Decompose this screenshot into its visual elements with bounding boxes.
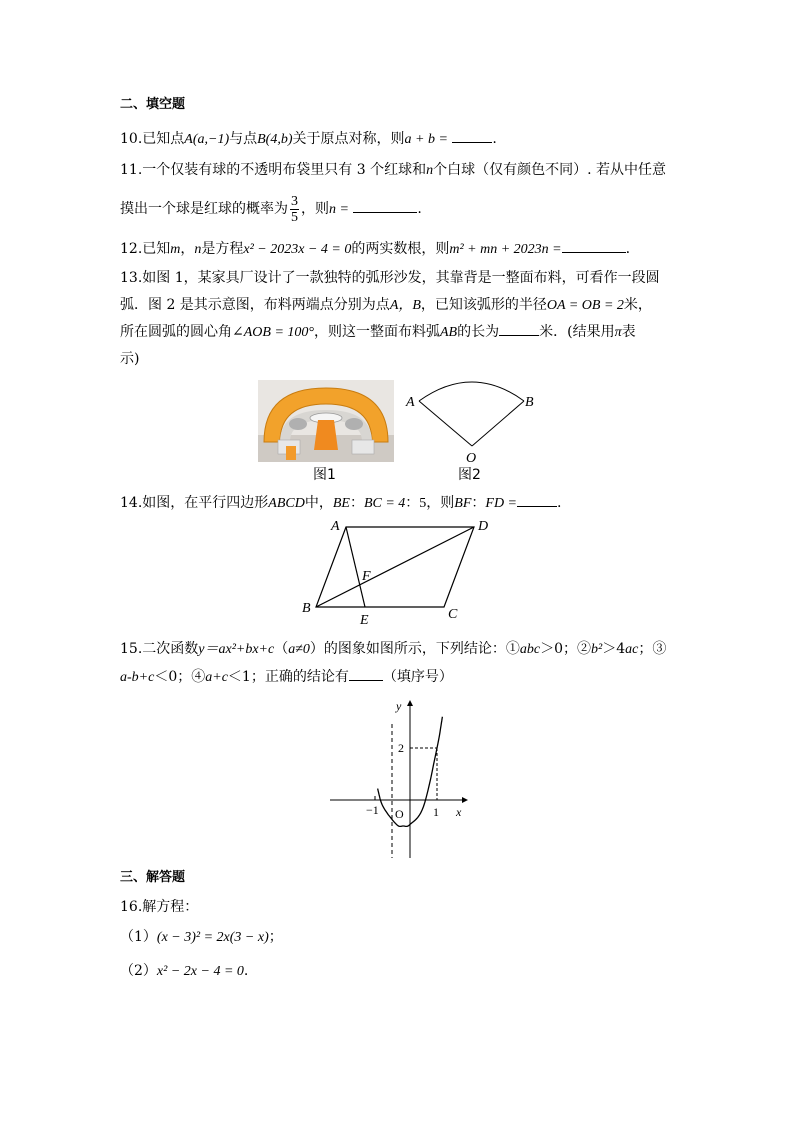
q15-text-2: （ [274, 641, 289, 657]
x-axis-arrow [462, 797, 468, 803]
var-m: m [170, 242, 181, 257]
radius-oa [419, 401, 472, 446]
question-number: 14. [120, 495, 143, 511]
q14-end: . [557, 495, 562, 511]
parallelogram-name: ABCD [268, 496, 305, 511]
label-c: C [448, 607, 458, 622]
equation-1: (x − 3)² = 2x(3 − x) [156, 930, 269, 945]
q12-text-2: 是方程 [201, 241, 244, 257]
colon: ： [349, 495, 364, 511]
q13-radius: OA = OB = 2 [546, 298, 624, 313]
q14-text-3: ，则 [426, 495, 455, 511]
var-n: n [194, 242, 202, 257]
x-tick-1: 1 [433, 805, 439, 819]
answer-blank[interactable] [349, 668, 383, 681]
answer-blank[interactable] [499, 323, 539, 336]
figure-2-caption: 图2 [458, 467, 481, 483]
question-11 [120, 161, 666, 180]
q14-text-2: 中， [304, 495, 333, 511]
question-12 [120, 240, 630, 259]
sector-diagram-figure-2 [404, 378, 544, 468]
q10-text-3: 关于原点对称，则 [292, 131, 405, 147]
q13-line-3a: 所在圆弧的圆心角 [120, 324, 232, 340]
segment-bc: BC = 4 [363, 496, 406, 511]
conclusion-4-expr: a+c [205, 670, 228, 685]
condition: a≠0 [288, 642, 310, 657]
label-b: B [525, 395, 534, 410]
label-a: A [406, 395, 415, 410]
q10-end: . [492, 131, 497, 147]
q13-line-4: 示) [120, 351, 140, 367]
q12-end: . [625, 241, 631, 257]
question-14 [120, 494, 561, 513]
q12-equation: x² − 2023x − 4 = 0 [243, 242, 352, 257]
part-label: （1） [120, 929, 157, 945]
radius-ob [472, 401, 524, 446]
colon: ： [405, 495, 420, 511]
diagonal-bd [316, 527, 474, 607]
point-b: B [257, 132, 266, 147]
question-number: 11. [120, 162, 143, 178]
q12-text-3: 的两实数根，则 [351, 241, 450, 257]
conclusion-2-expr-b: ac [625, 642, 639, 657]
part-end: ； [268, 929, 283, 945]
x-tick-neg1: −1 [366, 803, 379, 817]
q12-expression: m² + mn + 2023n = [449, 242, 562, 257]
question-16-part-1 [120, 928, 283, 947]
q16-title: 解方程： [142, 899, 199, 915]
point-a-coords: (a,−1) [192, 132, 230, 147]
q15-text-4: ＞0；② [540, 641, 592, 657]
q11-text-2: 个白球（仅有颜色不同）. 若从中任意 [433, 162, 666, 178]
fraction-denominator: 5 [291, 209, 298, 225]
conclusion-3-expr: a-b+c [120, 670, 155, 685]
q14-text: 如图，在平行四边形 [142, 495, 269, 511]
section-heading-solutions [120, 869, 185, 887]
question-16-part-2 [120, 962, 248, 981]
quadratic-function: y＝ax²+bx+c [198, 642, 275, 657]
y-axis-arrow [407, 700, 413, 706]
fraction-numerator: 3 [291, 193, 298, 209]
section-title: 三、解答题 [120, 870, 186, 885]
y-axis-label: y [396, 699, 402, 713]
q10-text: 已知点 [142, 131, 185, 147]
part-label: （2） [120, 963, 157, 979]
y-tick-2: 2 [398, 741, 404, 755]
q15-text-5: ＞4 [602, 641, 626, 657]
var-n: n [426, 163, 434, 178]
parallelogram-figure [296, 516, 502, 628]
label-f: F [362, 569, 371, 584]
question-number: 12. [120, 241, 143, 257]
label-d: D [478, 519, 489, 534]
arc-ab [419, 382, 524, 401]
point-a: A [184, 132, 193, 147]
q11-text: 一个仅装有球的不透明布袋里只有 3 个红球和 [142, 162, 427, 178]
question-number: 10. [120, 131, 143, 147]
q13-line-2a: 弧．图 2 是其示意图，布料两端点分别为点 [120, 297, 390, 313]
q13-points-ab: A，B [389, 298, 421, 313]
answer-blank[interactable] [517, 494, 557, 507]
question-15 [120, 640, 666, 659]
figure-1-caption: 图1 [313, 467, 336, 483]
equation-2: x² − 2x − 4 = 0 [156, 964, 244, 979]
ratio-five: 5 [419, 496, 427, 511]
answer-blank[interactable] [353, 200, 417, 213]
question-10 [120, 130, 497, 149]
q12-text: 已知 [142, 241, 171, 257]
q15-text-7: ＜0；④ [154, 669, 206, 685]
q13-line-3g: 表 [621, 324, 636, 340]
q13-line-2e: 米， [623, 297, 652, 313]
q13-line-3f: 米．(结果用 [539, 324, 615, 340]
segment-ae [346, 527, 365, 607]
question-13-line4 [120, 350, 139, 368]
label-e: E [360, 613, 369, 628]
section-heading-fill-in [120, 96, 185, 114]
segment-fd: FD = [485, 496, 517, 511]
q11-expression: n = [329, 202, 349, 217]
segment-bf: BF [454, 496, 472, 511]
question-13-line3 [120, 323, 636, 342]
parabola-graph [326, 696, 470, 862]
q15-text-6: ；③ [638, 641, 667, 657]
q10-text-2: 与点 [229, 131, 258, 147]
question-number: 13. [120, 270, 143, 286]
answer-blank[interactable] [562, 240, 626, 253]
label-a: A [331, 519, 340, 534]
point-b-coords: (4,b) [265, 132, 293, 147]
q12-sep: ， [180, 241, 195, 257]
part-end: . [243, 963, 249, 979]
q10-expression: a + b = [404, 132, 448, 147]
q13-line-3c: ，则这一整面布料弧 [314, 324, 440, 340]
x-axis-label: x [456, 805, 462, 819]
q13-line-3e: 的长为 [457, 324, 500, 340]
conclusion-1-expr: abc [519, 642, 541, 657]
q13-line-1: 如图 1，某家具厂设计了一款独特的弧形沙发，其靠背是一整面布料，可看作一段圆 [142, 270, 660, 286]
sofa-photo-figure-1 [258, 380, 394, 462]
q13-line-2c: ，已知该弧形的半径 [420, 297, 547, 313]
question-13 [120, 269, 660, 287]
conclusion-2-expr: b² [591, 642, 603, 657]
q15-text-8: ＜1；正确的结论有 [227, 669, 349, 685]
label-o: O [466, 451, 477, 466]
section-title: 二、填空题 [120, 97, 186, 112]
q15-text: 二次函数 [142, 641, 199, 657]
origin-label: O [395, 807, 404, 821]
q15-text-3: ）的图象如图所示，下列结论：① [309, 641, 520, 657]
q11-end: . [417, 201, 422, 217]
question-13-line2 [120, 296, 652, 315]
question-number: 16. [120, 899, 143, 915]
q15-text-9: （填序号） [382, 669, 453, 685]
fraction-3-5 [290, 194, 299, 225]
question-11-cont [120, 190, 422, 229]
q13-arc-ab: AB [440, 325, 458, 340]
q11-text-3: 摸出一个球是红球的概率为 [120, 201, 288, 217]
question-16 [120, 898, 198, 916]
segment-be: BE [332, 496, 350, 511]
pi-symbol: π [614, 325, 622, 340]
answer-blank[interactable] [452, 130, 492, 143]
question-number: 15. [120, 641, 143, 657]
colon: ： [471, 495, 486, 511]
label-b: B [302, 601, 311, 616]
q11-text-4: ，则 [301, 201, 329, 217]
q13-angle: ∠AOB = 100° [232, 325, 314, 340]
question-15-line2 [120, 668, 453, 687]
